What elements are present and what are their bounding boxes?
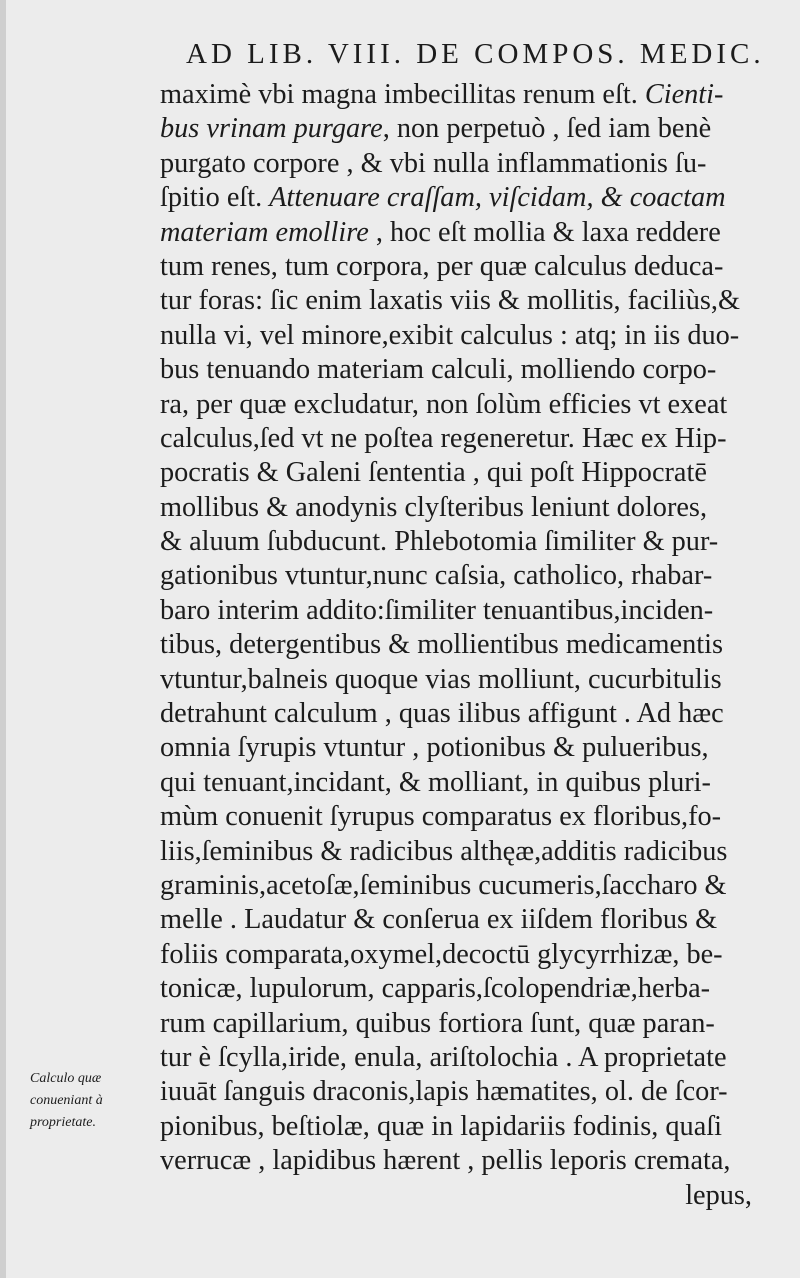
text-line (160, 869, 760, 903)
text-segment: liis,ſeminibus & radicibus althęæ,additis radicibus (160, 835, 728, 867)
text-segment: tibus, detergentibus & mollientibus medicamentis (160, 629, 723, 661)
text-segment: ſpitio eſt. (160, 182, 270, 214)
text-segment: & aluum ſubducunt. Phlebotomia ſimiliter & pur- (160, 526, 719, 558)
text-segment: tur foras: ſic enim laxatis viis & mollitis, faciliùs,& (160, 285, 741, 317)
text-line (160, 388, 760, 422)
text-segment: gationibus vtuntur,nunc caſsia, catholico, rhabar- (160, 560, 713, 592)
text-line (160, 181, 760, 215)
text-line (160, 800, 760, 834)
text-segment: purgato corpore , & vbi nulla inflammationis ſu- (160, 147, 707, 179)
text-line (160, 456, 760, 490)
text-segment: pocratis & Galeni ſententia , qui poſt Hippocratē (160, 457, 707, 489)
running-header: AD LIB. VIII. DE COMPOS. MEDIC. (186, 38, 765, 70)
margin-note-line: conueniant à (30, 1093, 103, 1108)
text-segment: iuuāt ſanguis draconis,lapis hæmatites, ol. de ſcor- (160, 1076, 728, 1108)
text-segment: bus vrinam purgare (160, 113, 383, 145)
text-segment: vtuntur,balneis quoque vias molliunt, cucurbitulis (160, 663, 722, 695)
text-segment: tum renes, tum corpora, per quæ calculus deduca- (160, 250, 724, 282)
text-line (160, 147, 760, 181)
text-line (160, 731, 760, 765)
text-segment: maximè vbi magna imbecillitas renum eſt. (160, 79, 645, 110)
text-line (160, 78, 760, 112)
text-line (160, 284, 760, 318)
text-line (160, 697, 760, 731)
text-line (160, 594, 760, 628)
text-segment: detrahunt calculum , quas ilibus affigunt . Ad hæc (160, 698, 724, 730)
text-line (160, 903, 760, 937)
text-line (160, 422, 760, 456)
text-line (160, 663, 760, 697)
text-line (160, 491, 760, 525)
text-line (160, 766, 760, 800)
text-line (160, 250, 760, 284)
text-line (160, 216, 760, 250)
text-segment: omnia ſyrupis vtuntur , potionibus & pulueribus, (160, 732, 709, 764)
text-segment: mùm conuenit ſyrupus comparatus ex floribus,fo- (160, 801, 722, 833)
text-line (160, 1075, 760, 1109)
text-line (160, 319, 760, 353)
margin-note-line: Calculo quæ (30, 1071, 102, 1086)
text-line (160, 835, 760, 869)
text-segment: melle . Laudatur & conſerua ex iiſdem floribus & (160, 904, 718, 936)
text-line (160, 559, 760, 593)
text-line (160, 525, 760, 559)
text-line (160, 112, 760, 146)
text-segment: tur è ſcylla,iride, enula, ariſtolochia . A proprietate (160, 1041, 727, 1073)
text-segment: tonicæ, lupulorum, capparis,ſcolopendriæ,herba- (160, 973, 711, 1005)
text-line (160, 938, 760, 972)
text-line (160, 628, 760, 662)
text-line (160, 1144, 760, 1178)
text-segment: , hoc eſt mollia & laxa reddere (368, 216, 721, 248)
text-segment: qui tenuant,incidant, & molliant, in quibus pluri- (160, 766, 711, 798)
text-segment: nulla vi, vel minore,exibit calculus : atq; in iis duo- (160, 319, 740, 351)
text-line (160, 1110, 760, 1144)
catchword: lepus, (685, 1179, 752, 1211)
text-line (160, 1041, 760, 1075)
text-segment: , non perpetuò , ſed iam benè (382, 113, 712, 145)
text-segment: Attenuare craſſam, viſcidam, & coactam (269, 182, 726, 214)
text-segment: calculus,ſed vt ne poſtea regeneretur. Hæc ex Hip- (160, 422, 727, 454)
text-line (160, 1007, 760, 1041)
text-segment: verrucæ , lapidibus hærent , pellis leporis cremata, (160, 1145, 731, 1177)
text-segment: mollibus & anodynis clyſteribus leniunt dolores, (160, 491, 708, 523)
text-segment: materiam emollire (160, 216, 369, 248)
text-segment: baro interim addito:ſimiliter tenuantibus,inciden- (160, 594, 714, 626)
text-segment: bus tenuando materiam calculi, molliendo corpo- (160, 354, 717, 386)
text-segment: ra, per quæ excludatur, non ſolùm efficies vt exeat (160, 388, 728, 420)
text-line (160, 353, 760, 387)
text-segment: Cienti- (644, 79, 724, 110)
text-segment: pionibus, beſtiolæ, quæ in lapidariis fodinis, quaſi (160, 1110, 722, 1142)
margin-note (30, 1068, 160, 1134)
text-segment: rum capillarium, quibus fortiora ſunt, quæ paran- (160, 1007, 715, 1039)
text-line (160, 972, 760, 1006)
page-edge (0, 0, 6, 1278)
body-text (160, 78, 760, 1213)
margin-note-line: proprietate. (30, 1115, 96, 1130)
text-segment: foliis comparata,oxymel,decoctū glycyrrhizæ, be- (160, 938, 723, 970)
text-segment: graminis,acetoſæ,ſeminibus cucumeris,ſaccharo & (160, 869, 727, 901)
